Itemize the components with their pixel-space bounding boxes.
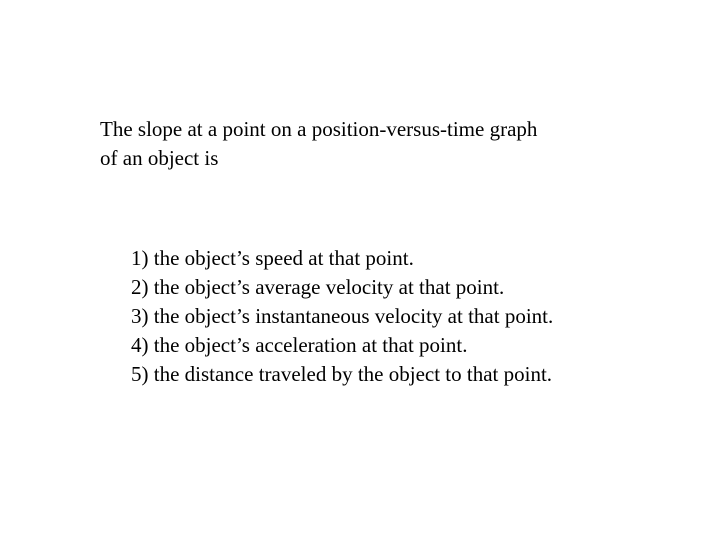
answer-option-3: 3) the object’s instantaneous velocity at that point.: [131, 304, 554, 328]
question-line-2: of an object is: [100, 146, 219, 170]
question-line-1: The slope at a point on a position-versus-time graph: [100, 117, 538, 141]
answer-option-1: 1) the object’s speed at that point.: [131, 246, 414, 270]
answer-option-5: 5) the distance traveled by the object to that point.: [131, 362, 553, 386]
answer-option-4: 4) the object’s acceleration at that point.: [131, 333, 468, 357]
question-text: [100, 115, 660, 173]
answer-options-list: [131, 244, 553, 389]
answer-option-2: 2) the object’s average velocity at that point.: [131, 275, 505, 299]
